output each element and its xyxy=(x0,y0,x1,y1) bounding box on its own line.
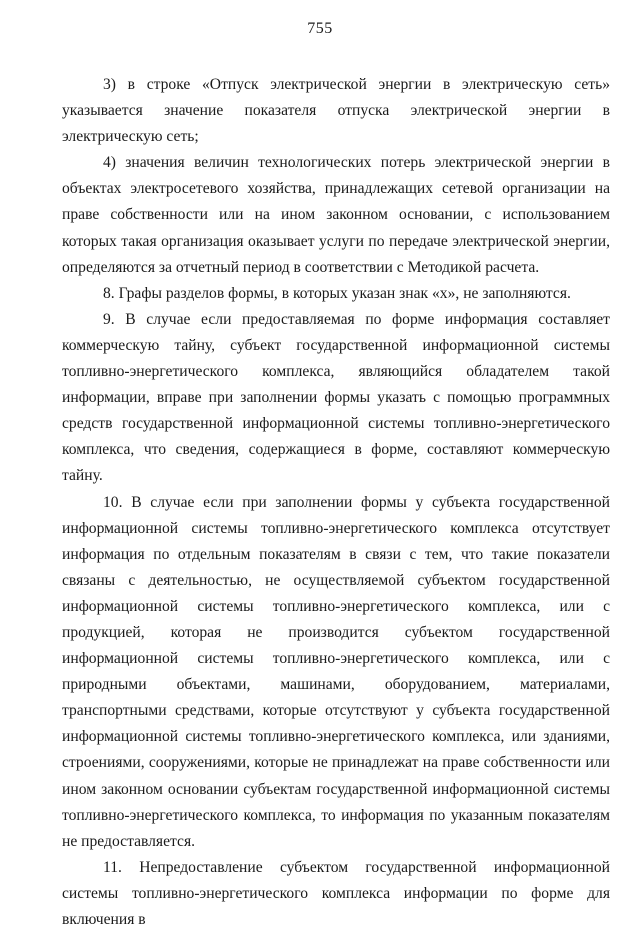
paragraph-clause-9: 9. В случае если предоставляемая по форме информация составляет коммерческую тайну, субъект государственной информационной системы топливно-энергетического комплекса, являющийся обладателем такой информации, вправе при заполнении формы указать с помощью программных средств государственной информационной системы топливно-энергетического комплекса, что сведения, содержащиеся в форме, составляют коммерческую тайну. xyxy=(62,310,610,485)
paragraph-clause-8: 8. Графы разделов формы, в которых указан знак «х», не заполняются. xyxy=(103,284,571,302)
document-body xyxy=(62,72,610,933)
paragraph-item-4: 4) значения величин технологических потерь электрической энергии в объектах электросетевого хозяйства, принадлежащих сетевой организации на праве собственности или на ином законном основании, с использованием которых такая организация оказывает услуги по передаче электрической энергии, определяются за отчетный период в соответствии с Методикой расчета. xyxy=(62,154,610,276)
paragraph-item-3: 3) в строке «Отпуск электрической энергии в электрическую сеть» указывается значение показателя отпуска электрической энергии в электрическую сеть; xyxy=(62,76,610,146)
paragraph-clause-10: 10. В случае если при заполнении формы у субъекта государственной информационной системы топливно-энергетического комплекса отсутствует информация по отдельным показателям в связи с тем, что такие показатели связаны с деятельностью, не осуществляемой субъектом государственной информационной системы топливно-энергетического комплекса, или с продукцией, которая не производится субъектом государственной информационной системы топливно-энергетического комплекса, или с природными объектами, машинами, оборудованием, материалами, транспортными средствами, которые отсутствуют у субъекта государственной информационной системы топливно-энергетического комплекса, или зданиями, строениями, сооружениями, которые не принадлежат на праве собственности или ином законном основании субъектам государственной информационной системы топливно-энергетического комплекса, то информация по указанным показателям не предоставляется. xyxy=(62,493,610,850)
paragraph-clause-11: 11. Непредоставление субъектом государственной информационной системы топливно-энергетического комплекса информации по форме для включения в xyxy=(62,858,610,928)
page-number: 755 xyxy=(307,20,333,37)
